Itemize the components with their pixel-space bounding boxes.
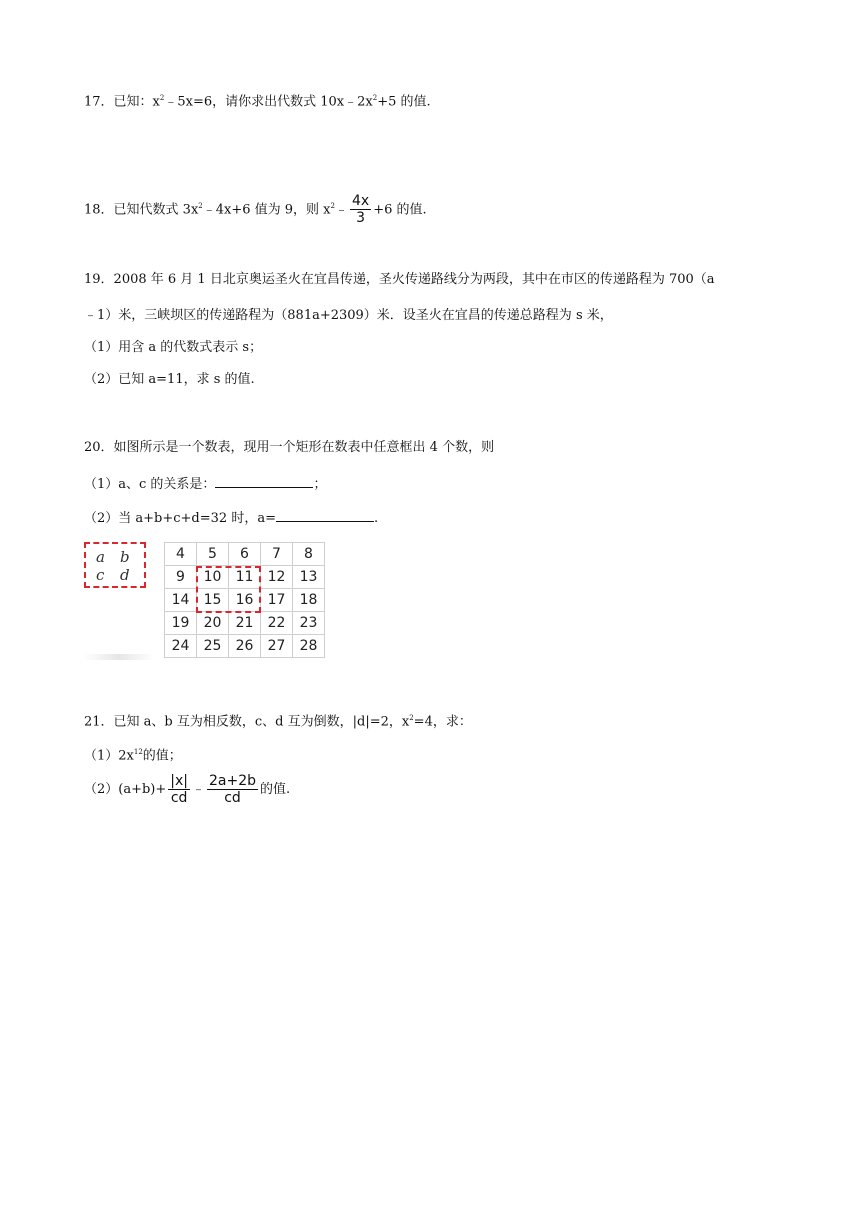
table-cell: 12 bbox=[261, 566, 293, 589]
table-cell: 24 bbox=[165, 635, 197, 658]
q18-exponent-2: 2 bbox=[330, 202, 335, 210]
q21-fraction-2-numerator: 2a+2b bbox=[209, 773, 257, 789]
table-cell: 7 bbox=[261, 543, 293, 566]
table-cell: 8 bbox=[293, 543, 325, 566]
table-cell: 21 bbox=[229, 612, 261, 635]
selection-rectangle bbox=[196, 566, 261, 613]
table-cell: 28 bbox=[293, 635, 325, 658]
q21-fraction-1 bbox=[168, 773, 190, 806]
table-cell: 13 bbox=[293, 566, 325, 589]
q18-fraction bbox=[350, 193, 371, 226]
q18-fraction-denominator: 3 bbox=[356, 210, 366, 227]
q21-fraction-2-denominator: cd bbox=[224, 790, 241, 806]
q20-part-2-text: （2）当 a+b+c+d=32 时，a= bbox=[84, 511, 276, 526]
q17-text-tail: +5 的值. bbox=[377, 94, 431, 110]
table-cell: 5 bbox=[197, 543, 229, 566]
question-18 bbox=[84, 186, 427, 230]
question-20-line-1: 20．如图所示是一个数表，现用一个矩形在数表中任意框出 4 个数，则 bbox=[84, 440, 495, 455]
q18-exponent-1: 2 bbox=[198, 202, 203, 210]
question-17 bbox=[84, 88, 431, 112]
q21-text-lead: 21．已知 a、b 互为相反数，c、d 互为倒数，|d|=2，x bbox=[84, 714, 410, 730]
table-cell: 6 bbox=[229, 543, 261, 566]
q21-fraction-1-denominator: cd bbox=[170, 790, 188, 806]
table-cell: 18 bbox=[293, 589, 325, 612]
table-cell: 19 bbox=[165, 612, 197, 635]
answer-blank-2[interactable] bbox=[276, 508, 374, 522]
q21-text-tail: =4，求： bbox=[413, 714, 472, 730]
table-cell: 4 bbox=[165, 543, 197, 566]
table-cell: 25 bbox=[197, 635, 229, 658]
q21-part-1-lead: （1）2x bbox=[84, 748, 134, 764]
q20-part-1-end: ； bbox=[313, 477, 327, 492]
q18-fraction-numerator: 4x bbox=[352, 193, 370, 210]
q21-minus: ﹣ bbox=[192, 782, 206, 797]
question-19-part-2: （2）已知 a=11，求 s 的值. bbox=[84, 372, 255, 387]
table-cell: 23 bbox=[293, 612, 325, 635]
q17-text-lead: 17．已知：x bbox=[84, 94, 160, 110]
table-cell: 15 bbox=[197, 589, 229, 612]
q17-text-mid: ﹣5x=6，请你求出代数式 10x﹣2x bbox=[164, 94, 373, 110]
q21-part-1-tail: 的值； bbox=[142, 748, 182, 764]
table-cell: 16 bbox=[229, 589, 261, 612]
legend-a: a bbox=[96, 548, 105, 566]
q18-text-mid: ﹣4x+6 值为 9，则 x bbox=[202, 202, 331, 218]
q17-exponent-2: 2 bbox=[372, 94, 378, 102]
q21-fraction-2 bbox=[207, 773, 258, 806]
legend-b: b bbox=[120, 548, 130, 566]
table-cell: 17 bbox=[261, 589, 293, 612]
q21-exponent: 2 bbox=[409, 714, 414, 722]
question-20-part-1 bbox=[84, 474, 326, 495]
table-row bbox=[165, 543, 325, 566]
table-row bbox=[165, 635, 325, 658]
legend-d: d bbox=[120, 566, 130, 584]
q18-text-lead: 18．已知代数式 3x bbox=[84, 202, 199, 218]
answer-blank-1[interactable] bbox=[215, 474, 313, 488]
question-21-part-1 bbox=[84, 742, 182, 766]
q21-part-1-exponent: 12 bbox=[133, 748, 143, 756]
table-cell: 26 bbox=[229, 635, 261, 658]
table-cell: 9 bbox=[165, 566, 197, 589]
q20-part-2-end: . bbox=[373, 511, 379, 526]
table-cell: 20 bbox=[197, 612, 229, 635]
question-19-part-1: （1）用含 a 的代数式表示 s； bbox=[84, 340, 263, 355]
image-edge-shadow bbox=[84, 654, 154, 660]
table-cell: 14 bbox=[165, 589, 197, 612]
legend-box bbox=[84, 542, 146, 588]
table-cell: 27 bbox=[261, 635, 293, 658]
question-20-part-2 bbox=[84, 508, 378, 529]
table-cell: 10 bbox=[197, 566, 229, 589]
table-row bbox=[165, 612, 325, 635]
question-19-line-2: ﹣1）米，三峡坝区的传递路程为（881a+2309）米．设圣火在宜昌的传递总路程为 s 米， bbox=[84, 308, 613, 323]
table-cell: 22 bbox=[261, 612, 293, 635]
q21-part-2-lead: （2）(a+b)+ bbox=[84, 782, 167, 797]
question-21-part-2 bbox=[84, 770, 290, 810]
q21-part-2-tail: 的值. bbox=[260, 782, 291, 797]
legend-c: c bbox=[96, 566, 105, 584]
question-19-line-1: 19．2008 年 6 月 1 日北京奥运圣火在宜昌传递，圣火传递路线分为两段，其中在市区的传递路程为 700（a bbox=[84, 272, 715, 287]
question-21-line-1 bbox=[84, 708, 472, 732]
table-cell: 11 bbox=[229, 566, 261, 589]
q18-minus: ﹣ bbox=[335, 202, 349, 218]
q21-fraction-1-numerator: |x| bbox=[170, 773, 188, 789]
q20-part-1-text: （1）a、c 的关系是： bbox=[84, 477, 216, 492]
q18-text-tail: +6 的值. bbox=[373, 202, 427, 218]
q17-exponent-1: 2 bbox=[159, 94, 165, 102]
